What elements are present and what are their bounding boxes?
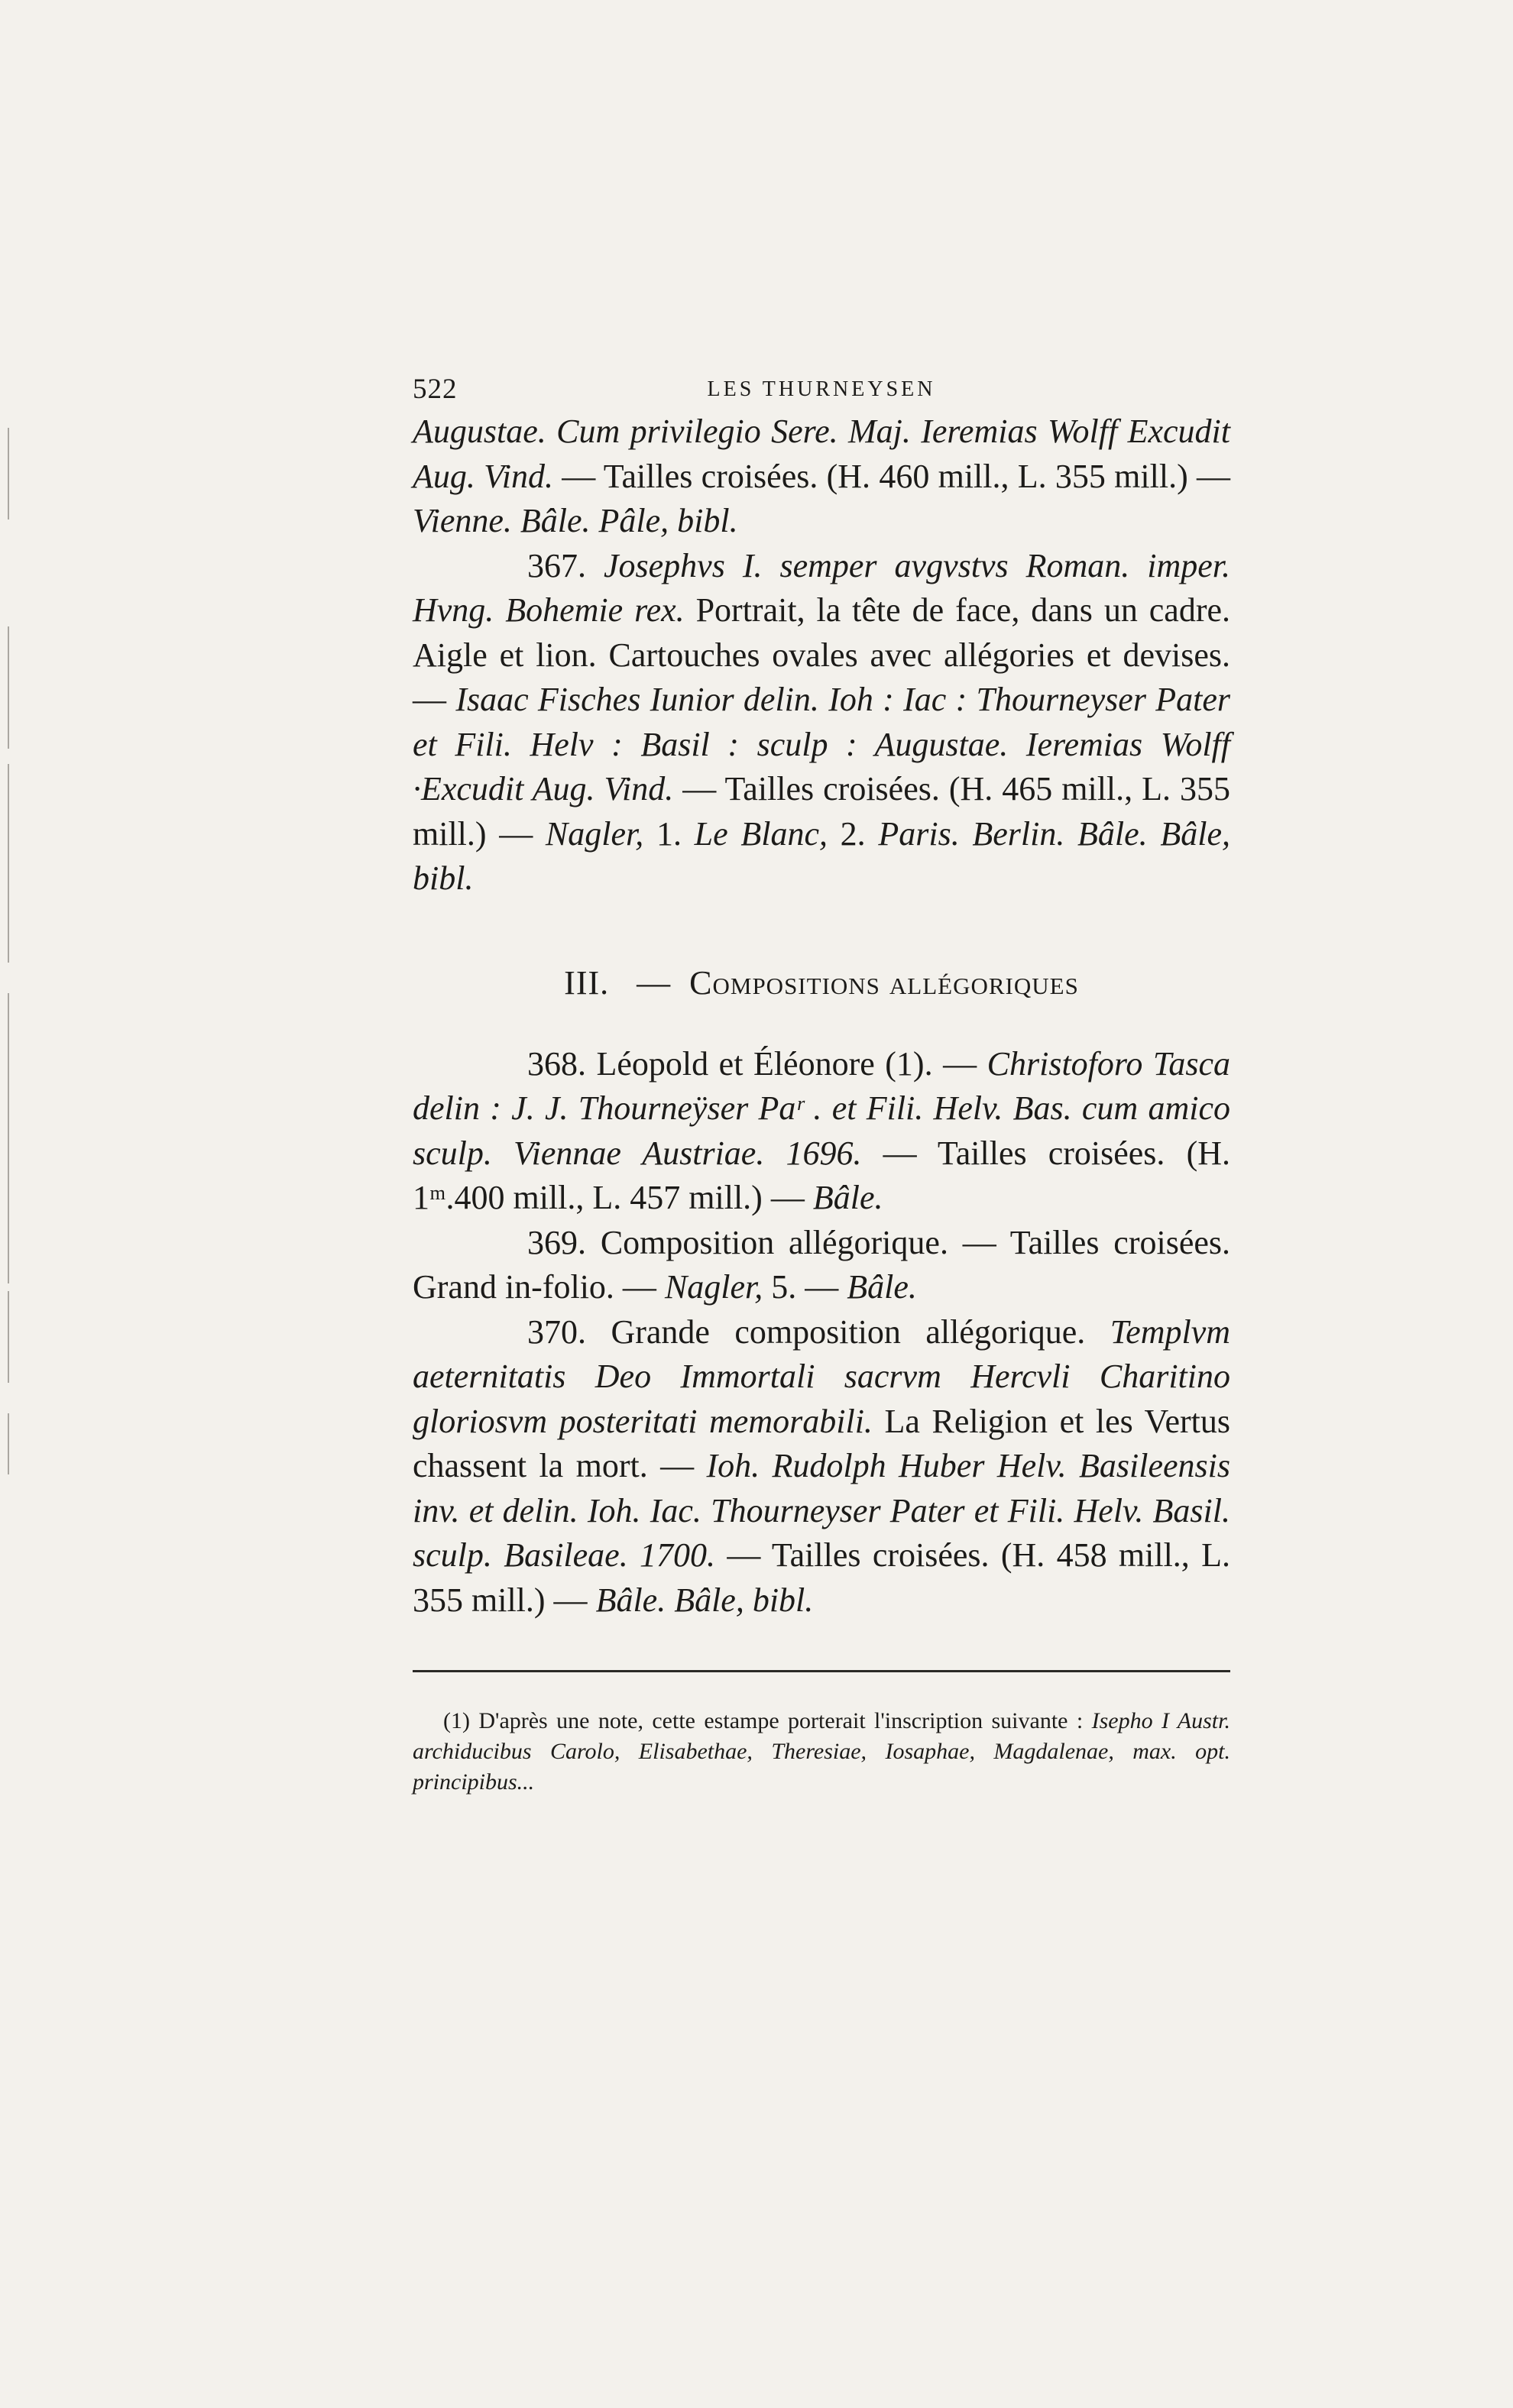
book-page	[413, 367, 1230, 1821]
entry-368	[413, 1042, 1230, 1221]
text-run: 368. Léopold et Éléonore (1). —	[527, 1044, 987, 1083]
entry-367	[413, 544, 1230, 901]
scan-edge-mark	[8, 993, 9, 1085]
text-run: 367.	[527, 546, 604, 584]
footnote	[413, 1706, 1230, 1798]
scan-edge-mark	[8, 1413, 9, 1474]
text-run: La Religion et les Vertus chassent la mort. —	[413, 1402, 1230, 1484]
italic-run: Bâle.	[847, 1268, 917, 1306]
text-run: 1.	[643, 814, 695, 853]
footnote-rule	[413, 1670, 1230, 1672]
italic-run: Templvm aeternitatis Deo Immortali sacrvm Hercvli Charitino gloriosvm posteritati memorabili.	[413, 1312, 1230, 1440]
italic-run: Ioh. Rudolph Huber Helv. Basileensis inv. et delin. Ioh. Iac. Thourneyser Pater et Fili. Helv. Basil. sculp. Basileae. 1700.	[413, 1447, 1230, 1574]
italic-run: Josephvs I. semper avgvstvs Roman. imper. Hvng. Bohemie rex.	[413, 546, 1231, 629]
italic-run: Nagler,	[545, 814, 644, 853]
text-run: — Tailles croisées. (H. 458 mill., L. 355 mill.) —	[413, 1536, 1230, 1619]
text-run: — Tailles croisées. (H. 460 mill., L. 355 mill.) —	[552, 457, 1230, 495]
text-run: Portrait, la tête de face, dans un cadre. Aigle et lion. Cartouches ovales avec allégories et devises. —	[413, 591, 1230, 718]
text-run: — Tailles croisées. (H. 465 mill., L. 355 mill.) —	[413, 770, 1231, 853]
running-head: LES THURNEYSEN	[707, 377, 936, 401]
text-run: 370. Grande composition allégorique.	[527, 1312, 1110, 1351]
scan-edge-mark	[8, 764, 9, 963]
scan-edge-mark	[8, 1085, 9, 1283]
italic-run: Vienne. Bâle. Pâle, bibl.	[413, 502, 738, 539]
entry-continued	[413, 409, 1230, 544]
section-title: Compositions allégoriques	[689, 963, 1079, 1002]
section-numeral: III.	[564, 963, 610, 1002]
section-heading	[413, 961, 1230, 1005]
text-run: — Tailles croisées. (H. 1ᵐ.400 mill., L. 457 mill.) —	[413, 1134, 1230, 1216]
italic-run: Christoforo Tasca delin : J. J. Thourneÿser Paʳ . et Fili. Helv. Bas. cum amico sculp. Viennae Austriae. 1696.	[413, 1044, 1230, 1172]
italic-run: Nagler,	[664, 1268, 763, 1306]
italic-run: Bâle. Bâle, bibl.	[595, 1581, 814, 1619]
italic-run: Augustae. Cum privilegio Sere. Maj. Ieremias Wolff Excudit Aug. Vind.	[413, 413, 1230, 495]
entry-370	[413, 1310, 1230, 1623]
page-number: 522	[413, 374, 458, 405]
scan-edge-mark	[8, 428, 9, 519]
italic-run: Isepho I Austr. archiducibus Carolo, Elisabethae, Theresiae, Iosaphae, Magdalenae, max. opt. principibus...	[413, 1708, 1230, 1795]
text-run: 5. —	[763, 1268, 847, 1306]
italic-run: Paris. Berlin. Bâle. Bâle, bibl.	[413, 814, 1231, 897]
section-dash: —	[637, 963, 672, 1002]
italic-run: Bâle.	[812, 1179, 883, 1216]
scan-edge-mark	[8, 1291, 9, 1383]
italic-run: Le Blanc,	[694, 814, 828, 853]
text-run: 2.	[827, 814, 879, 853]
italic-run: Isaac Fisches Iunior delin. Ioh : Iac : Thourneyser Pater et Fili. Helv : Basil : sculp : Augustae. Ieremias Wolff ·Excudit Aug. Vind.	[413, 681, 1231, 808]
page-header	[413, 367, 1230, 409]
text-run: (1) D'après une note, cette estampe porterait l'inscription suivante :	[443, 1708, 1092, 1733]
text-run: 369. Composition allégorique. — Tailles croisées. Grand in-folio. —	[413, 1223, 1230, 1306]
entry-369	[413, 1221, 1230, 1310]
catalog-text	[413, 409, 1230, 1623]
scan-edge-mark	[8, 626, 9, 749]
